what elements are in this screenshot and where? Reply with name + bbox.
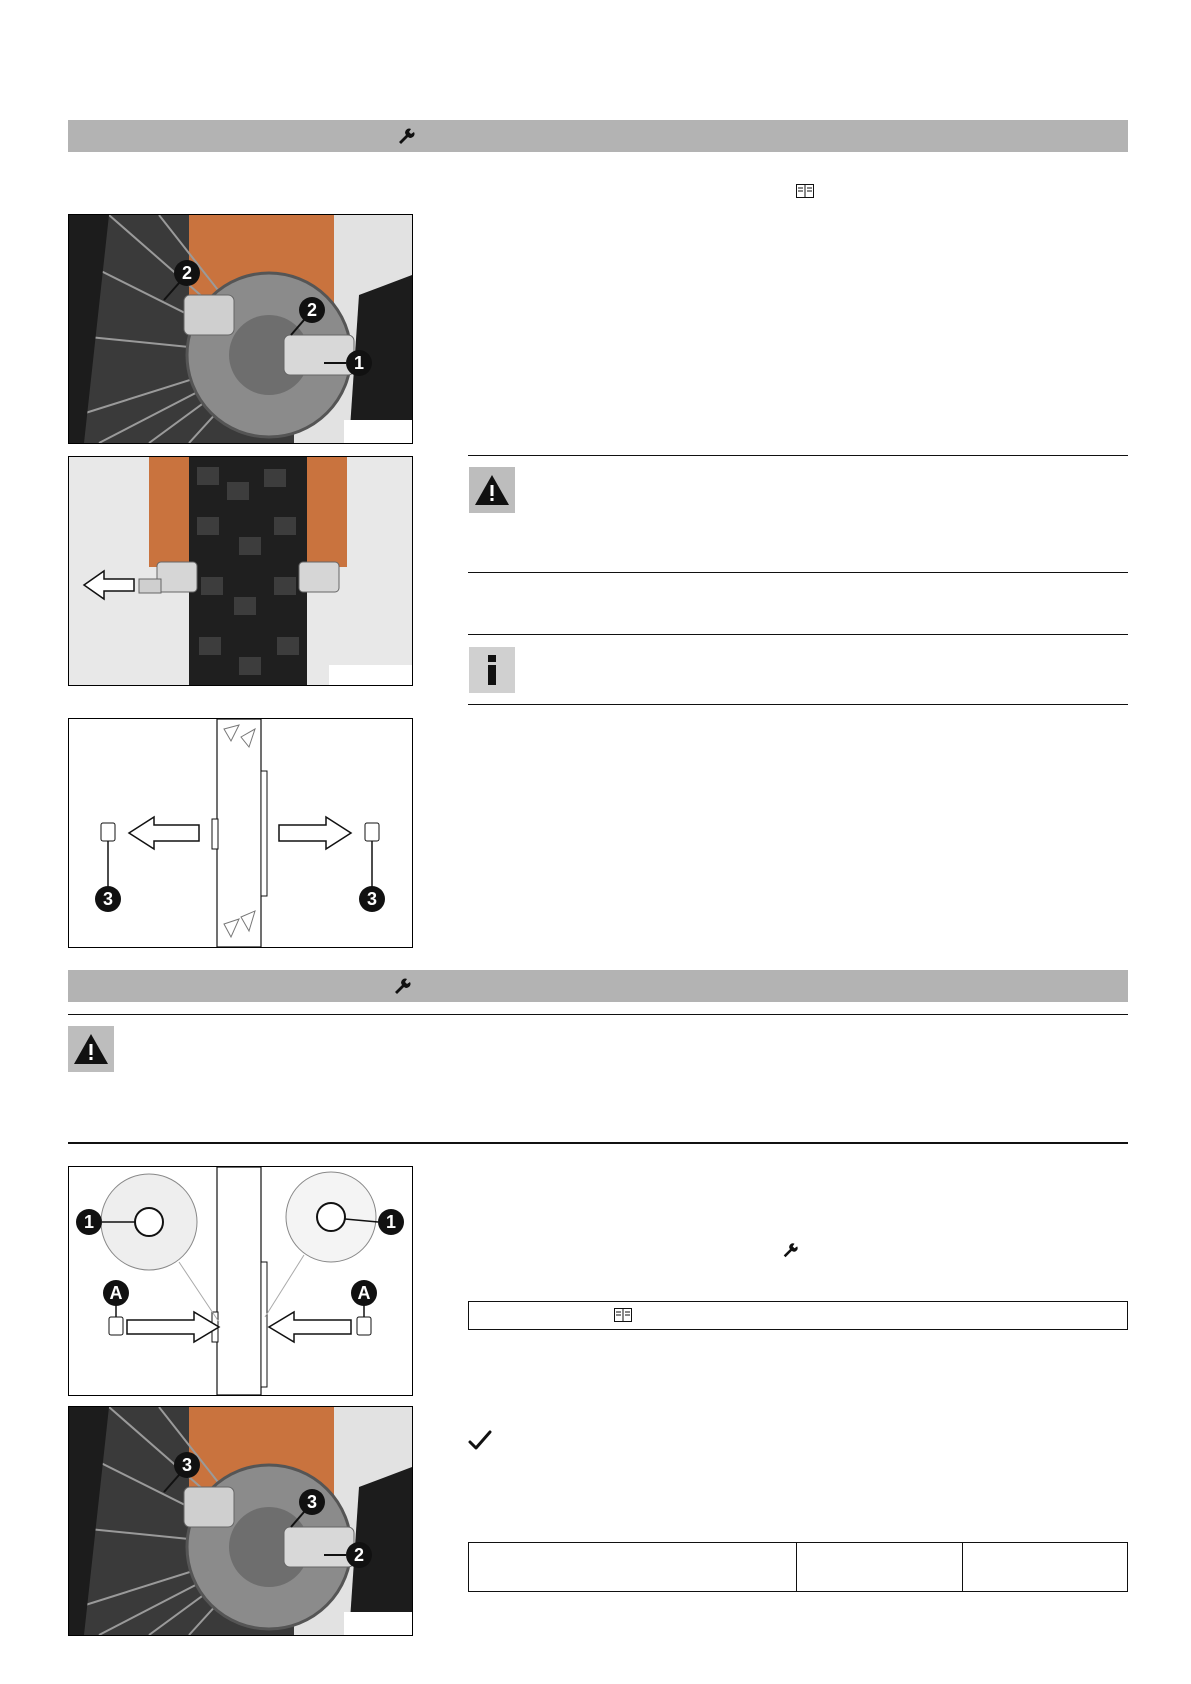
warning-triangle-icon bbox=[469, 467, 515, 513]
figure-spacers-removed bbox=[68, 718, 413, 948]
svg-text:2: 2 bbox=[306, 300, 318, 320]
wrench-icon bbox=[396, 126, 416, 146]
figure-front-wheel-axle bbox=[68, 214, 413, 444]
svg-text:3: 3 bbox=[102, 889, 114, 909]
figure-tighten-axle bbox=[68, 1406, 413, 1636]
reference-box bbox=[468, 1301, 1128, 1330]
divider bbox=[468, 704, 1128, 705]
svg-text:3: 3 bbox=[366, 889, 378, 909]
table-cell-divider bbox=[962, 1543, 963, 1591]
divider bbox=[68, 1142, 1128, 1144]
svg-text:1: 1 bbox=[385, 1212, 397, 1232]
callout-3 bbox=[359, 886, 385, 912]
callout-a bbox=[103, 1280, 129, 1306]
svg-text:3: 3 bbox=[181, 1455, 193, 1475]
divider bbox=[468, 572, 1128, 573]
svg-text:2: 2 bbox=[181, 263, 193, 283]
wrench-icon bbox=[781, 1241, 799, 1259]
divider bbox=[468, 634, 1128, 635]
manual-reference-icon[interactable] bbox=[614, 1308, 632, 1322]
section-bar-remove bbox=[68, 120, 1128, 152]
svg-text:A: A bbox=[357, 1283, 371, 1303]
figure-install-spacers bbox=[68, 1166, 413, 1396]
svg-text:3: 3 bbox=[306, 1492, 318, 1512]
wrench-icon bbox=[392, 976, 412, 996]
divider bbox=[68, 1014, 1128, 1015]
warning-triangle-icon bbox=[68, 1026, 114, 1072]
section-bar-install bbox=[68, 970, 1128, 1002]
info-icon bbox=[469, 647, 515, 693]
table-cell-divider bbox=[796, 1543, 797, 1591]
svg-text:1: 1 bbox=[353, 353, 365, 373]
figure-axle-pull-out bbox=[68, 456, 413, 686]
callout-a bbox=[351, 1280, 377, 1306]
torque-table bbox=[468, 1542, 1128, 1592]
svg-text:2: 2 bbox=[353, 1545, 365, 1565]
svg-text:1: 1 bbox=[83, 1212, 95, 1232]
callout-3 bbox=[95, 886, 121, 912]
check-icon bbox=[467, 1428, 493, 1454]
manual-reference-icon[interactable] bbox=[796, 184, 814, 198]
svg-text:A: A bbox=[109, 1283, 123, 1303]
divider bbox=[468, 455, 1128, 456]
